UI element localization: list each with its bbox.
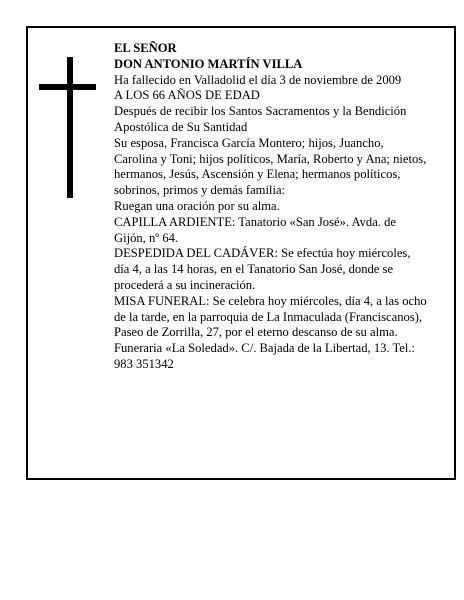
farewell-info: DESPEDIDA DEL CADÁVER: Se efectúa hoy miércoles, día 4, a las 14 horas, en el Tanatorio San José, donde se procederá a su incineración. — [114, 246, 411, 292]
funeral-home-info: Funeraria «La Soledad». C/. Bajada de la Libertad, 13. Tel.: 983 351342 — [114, 341, 416, 371]
cross-vertical-bar — [67, 57, 73, 198]
cross-icon — [28, 28, 108, 228]
funeral-mass-info: MISA FUNERAL: Se celebra hoy miércoles, día 4, a las ocho de la tarde, en la parroquia de La Inmaculada (Franciscanos), Paseo de Zorrilla, 27, por el eterno descanso de su alma. — [114, 293, 427, 340]
obituary-notice — [26, 26, 456, 480]
death-statement: Ha fallecido en Valladolid el día 3 de noviembre de 2009 — [114, 72, 402, 87]
chapel-info: CAPILLA ARDIENTE: Tanatorio «San José». Avda. de Gijón, nº 64. — [114, 214, 396, 245]
family-statement: Su esposa, Francisca García Montero; hijos, Juancho, Carolina y Toni; hijos políticos, María, Roberto y Ana; nietos, hermanos, Jesús, Ascensión y Elena; hermanos políticos, sobrinos, primos y demás familia: — [114, 135, 427, 198]
notice-text — [114, 41, 428, 373]
title-line-1: EL SEÑOR — [114, 41, 177, 55]
title-line-2: DON ANTONIO MARTÍN VILLA — [114, 56, 303, 71]
cross-horizontal-bar — [39, 84, 96, 90]
prayer-request: Ruegan una oración por su alma. — [114, 198, 280, 213]
sacraments-statement: Después de recibir los Santos Sacramentos y la Bendición Apostólica de Su Santidad — [114, 104, 407, 134]
age-statement: A LOS 66 AÑOS DE EDAD — [114, 88, 260, 103]
